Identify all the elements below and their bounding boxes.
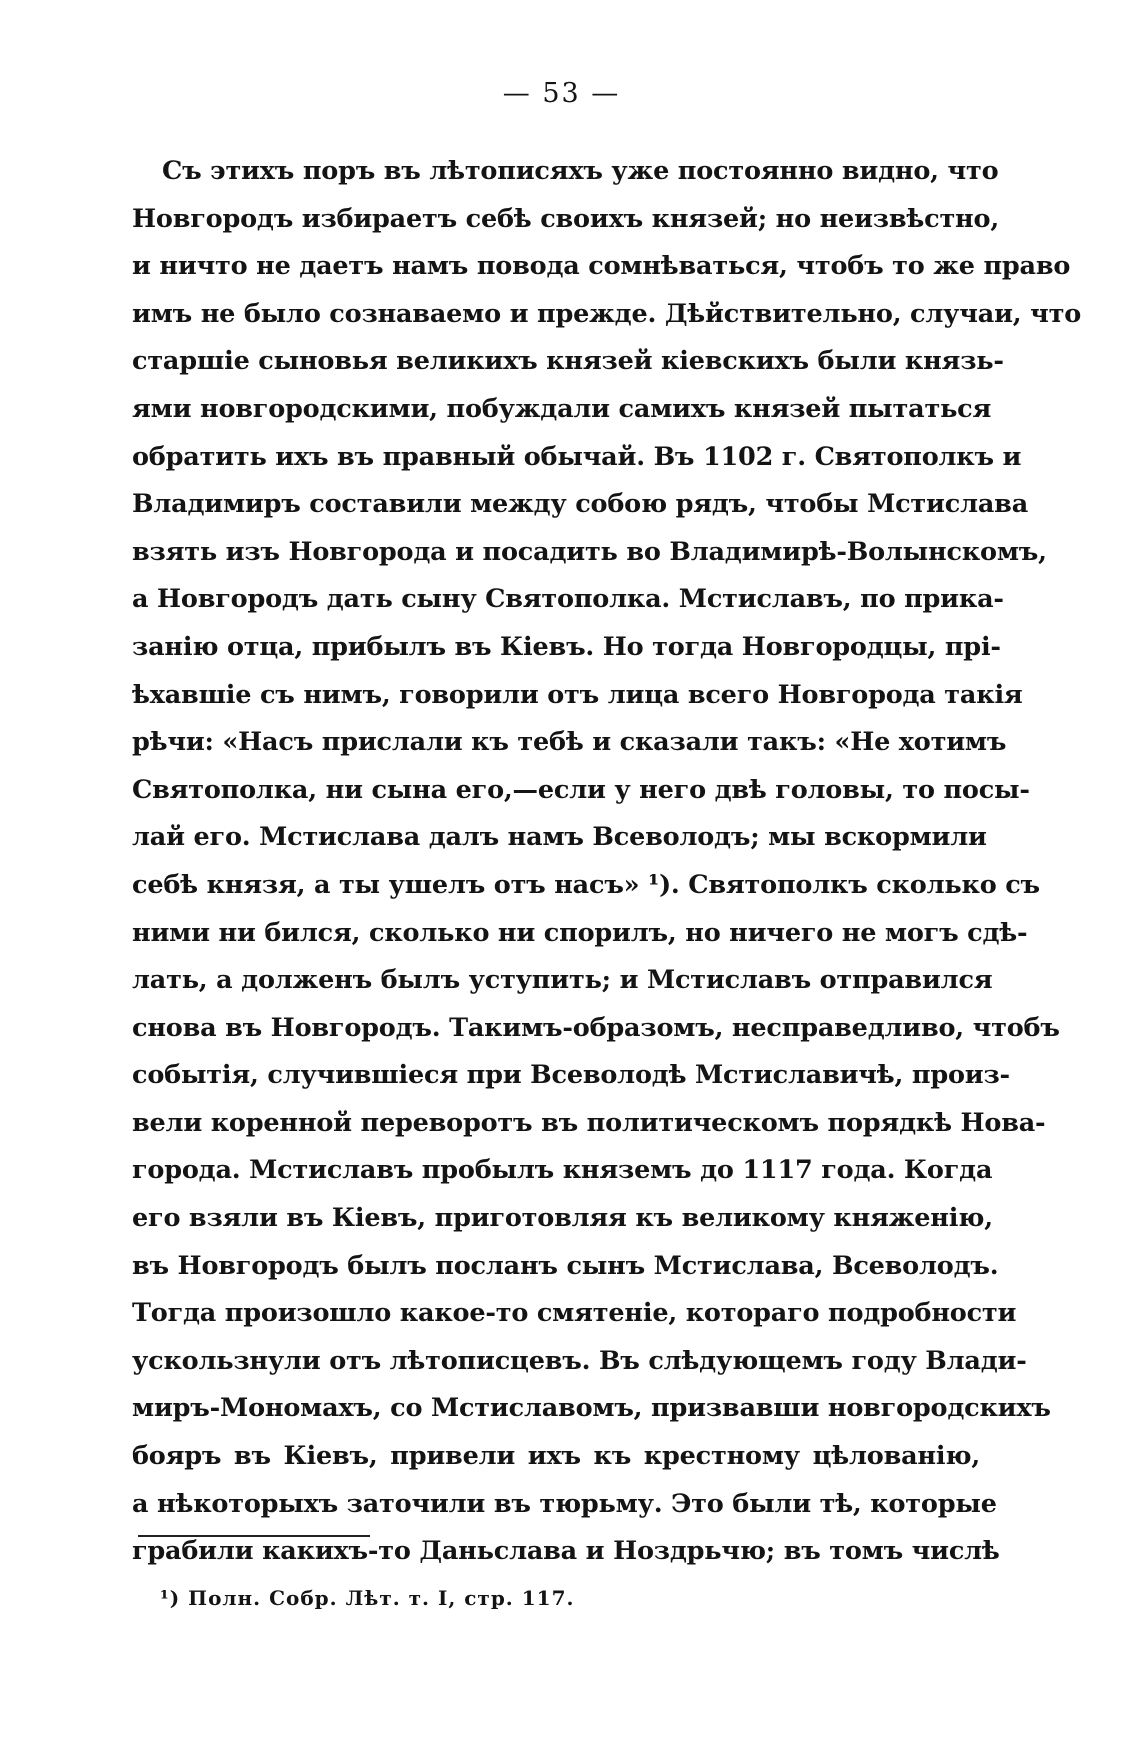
footnote-divider [138,1535,370,1537]
text-line: Владимиръ составили между собою рядъ, чтобы Мстислава [132,489,1029,520]
text-line: событія, случившіеся при Всеволодѣ Мстиславичѣ, произ- [132,1060,1010,1091]
text-line: и ничто не даетъ намъ повода сомнѣваться, чтобъ то же право [132,251,1071,282]
text-line: миръ-Мономахъ, со Мстиславомъ, призвавши новгородскихъ [132,1393,1051,1424]
text-line: бояръ въ Кіевъ, привели ихъ къ крестному цѣлованію, [132,1441,980,1472]
text-line: рѣчи: «Насъ прислали къ тебѣ и сказали такъ: «Не хотимъ [132,727,1007,758]
text-line: грабили какихъ-то Даньслава и Ноздрьчю; въ томъ числѣ [132,1536,1000,1567]
text-line: взять изъ Новгорода и посадить во Владимирѣ-Волынскомъ, [132,536,1047,567]
text-line: ускользнули отъ лѣтописцевъ. Въ слѣдующемъ году Влади- [132,1345,1027,1376]
text-line: лать, а долженъ былъ уступить; и Мстиславъ отправился [132,965,993,996]
text-line: лай его. Мстислава далъ намъ Всеволодъ; мы вскормили [132,822,987,853]
text-line: снова въ Новгородъ. Такимъ-образомъ, несправедливо, чтобъ [132,1012,1060,1043]
text-line: вели коренной переворотъ въ политическомъ порядкѣ Нова- [132,1107,1046,1138]
text-line: Святополка, ни сына его,—если у него двѣ головы, то посы- [132,774,1030,805]
body-text [132,148,1082,1576]
text-line: имъ не было сознаваемо и прежде. Дѣйствительно, случаи, что [132,298,1082,329]
text-line: а Новгородъ дать сыну Святополка. Мстиславъ, по прика- [132,584,1004,615]
text-line: его взяли въ Кіевъ, приготовляя къ великому княженію, [132,1203,993,1234]
text-line: себѣ князя, а ты ушелъ отъ насъ» ¹). Святополкъ сколько съ [132,869,1040,900]
text-line: занію отца, прибылъ въ Кіевъ. Но тогда Новгородцы, прі- [132,631,1001,662]
text-line: въ Новгородъ былъ посланъ сынъ Мстислава, Всеволодъ. [132,1250,999,1281]
text-line: Съ этихъ поръ въ лѣтописяхъ уже постоянно видно, что [162,156,999,186]
text-line: обратить ихъ въ правный обычай. Въ 1102 г. Святополкъ и [132,441,1022,472]
text-line: ями новгородскими, побуждали самихъ князей пытаться [132,393,992,424]
text-line: ними ни бился, сколько ни спорилъ, но ничего не могъ сдѣ- [132,917,1028,948]
text-line: старшіе сыновья великихъ князей кіевскихъ были князь- [132,346,1004,377]
text-line: города. Мстиславъ пробылъ княземъ до 1117 года. Когда [132,1155,993,1186]
page-number: — 53 — [502,78,621,109]
footnote: ¹) Полн. Собр. Лѣт. т. I, стр. 117. [160,1586,575,1610]
text-line: а нѣкоторыхъ заточили въ тюрьму. Это были тѣ, которые [132,1488,997,1519]
text-line: Тогда произошло какое-то смятеніе, котораго подробности [132,1298,1017,1329]
text-line: Новгородъ избираетъ себѣ своихъ князей; но неизвѣстно, [132,203,999,234]
text-line: ѣхавшіе съ нимъ, говорили отъ лица всего Новгорода такія [132,679,1023,710]
